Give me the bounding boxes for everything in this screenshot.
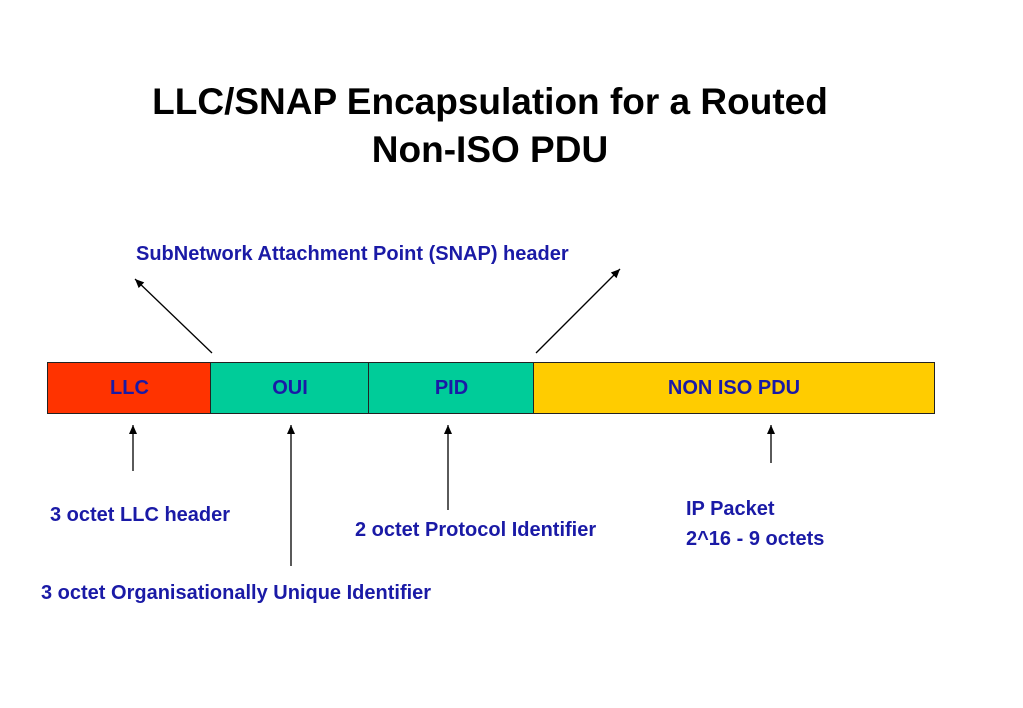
ip-packet-line-1: IP Packet (686, 498, 775, 520)
title-line-1: LLC/SNAP Encapsulation for a Routed (152, 81, 828, 122)
llc-segment-label: LLC (110, 376, 149, 399)
snap-arrow-left (135, 279, 212, 353)
snap-arrow-right (536, 269, 620, 353)
non-iso-pdu-segment-label: NON ISO PDU (667, 376, 801, 399)
llc-annotation: 3 octet LLC header (50, 504, 231, 526)
pid-segment-label: PID (434, 376, 469, 399)
ip-packet-annotation (686, 494, 824, 554)
title-line-2: Non-ISO PDU (371, 129, 609, 170)
ip-packet-line-2: 2^16 - 9 octets (686, 528, 825, 550)
pid-annotation: 2 octet Protocol Identifier (355, 519, 597, 541)
snap-header-label: SubNetwork Attachment Point (SNAP) header (136, 243, 569, 265)
oui-annotation: 3 octet Organisationally Unique Identifier (41, 582, 432, 604)
oui-segment-label: OUI (272, 376, 308, 399)
